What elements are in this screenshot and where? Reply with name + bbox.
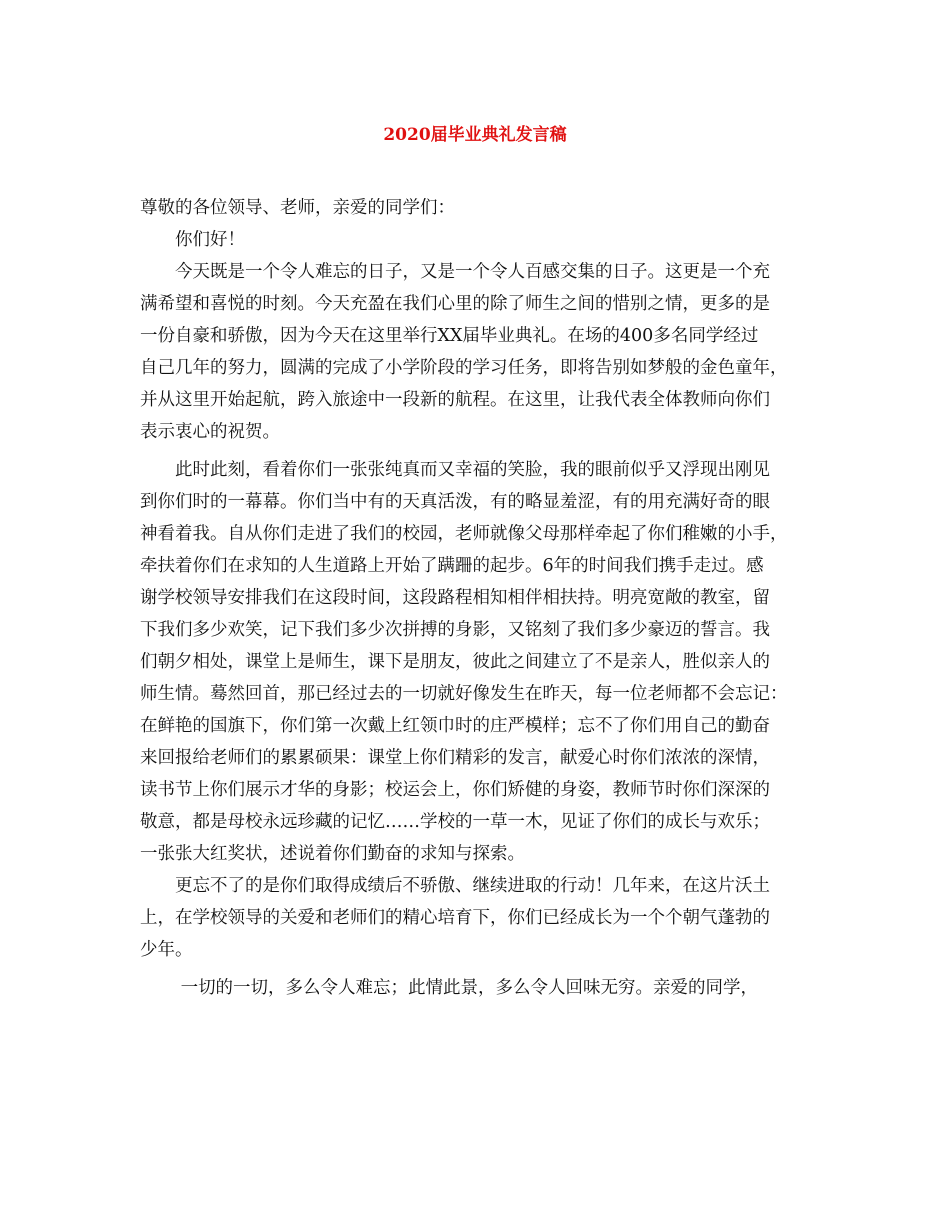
paragraph-3 [140, 870, 816, 966]
text-line: 今天既是一个令人难忘的日子，又是一个令人百感交集的日子。这更是一个充 [140, 262, 770, 282]
hello-line: 你们好！ [140, 230, 245, 250]
text-line: 师生情。蓦然回首，那已经过去的一切就好像发生在昨天，每一位老师都不会忘记： [140, 684, 788, 704]
paragraph-2 [140, 454, 816, 870]
document-body [140, 192, 816, 1004]
text-line: 一份自豪和骄傲，因为今天在这里举行XX届毕业典礼。在场的400多名同学经过 [140, 326, 759, 346]
text-line: 在鲜艳的国旗下，你们第一次戴上红领巾时的庄严模样；忘不了你们用自己的勤奋 [140, 716, 770, 736]
text-line: 满希望和喜悦的时刻。今天充盈在我们心里的除了师生之间的惜别之情，更多的是 [140, 294, 770, 314]
text-line: 到你们时的一幕幕。你们当中有的天真活泼，有的略显羞涩，有的用充满好奇的眼 [140, 492, 770, 512]
text-line: 表示衷心的祝贺。 [140, 422, 280, 442]
paragraph-1 [140, 256, 816, 448]
text-line: 自己几年的努力，圆满的完成了小学阶段的学习任务，即将告别如梦般的金色童年， [140, 358, 788, 378]
text-line: 一张张大红奖状，述说着你们勤奋的求知与探索。 [140, 844, 525, 864]
text-line: 上，在学校领导的关爱和老师们的精心培育下，你们已经成长为一个个朝气蓬勃的 [140, 908, 770, 928]
paragraph-4 [140, 972, 816, 1004]
text-line: 少年。 [140, 940, 193, 960]
text-line: 来回报给老师们的累累硕果：课堂上你们精彩的发言，献爱心时你们浓浓的深情， [140, 748, 770, 768]
text-line: 们朝夕相处，课堂上是师生，课下是朋友，彼此之间建立了不是亲人，胜似亲人的 [140, 652, 770, 672]
text-line: 谢学校领导安排我们在这段时间，这段路程相知相伴相扶持。明亮宽敞的教室，留 [140, 588, 770, 608]
text-line: 此时此刻，看着你们一张张纯真而又幸福的笑脸，我的眼前似乎又浮现出刚见 [140, 460, 770, 480]
greeting-line: 尊敬的各位领导、老师，亲爱的同学们： [140, 198, 455, 218]
text-line: 更忘不了的是你们取得成绩后不骄傲、继续进取的行动！几年来，在这片沃土 [140, 876, 770, 896]
text-line: 并从这里开始起航，跨入旅途中一段新的航程。在这里，让我代表全体教师向你们 [140, 390, 770, 410]
text-line: 一切的一切，多么令人难忘；此情此景，多么令人回味无穷。亲爱的同学， [140, 978, 759, 998]
text-line: 读书节上你们展示才华的身影；校运会上，你们矫健的身姿，教师节时你们深深的 [140, 780, 770, 800]
text-line: 下我们多少欢笑，记下我们多少次拼搏的身影，又铭刻了我们多少豪迈的誓言。我 [140, 620, 770, 640]
text-line: 神看着我。自从你们走进了我们的校园，老师就像父母那样牵起了你们稚嫩的小手， [140, 524, 788, 544]
text-line: 敬意，都是母校永远珍藏的记忆……学校的一草一木，见证了你们的成长与欢乐； [140, 812, 770, 832]
document-title: 2020届毕业典礼发言稿 [383, 125, 567, 145]
text-line: 牵扶着你们在求知的人生道路上开始了蹒跚的起步。6年的时间我们携手走过。感 [140, 556, 764, 576]
